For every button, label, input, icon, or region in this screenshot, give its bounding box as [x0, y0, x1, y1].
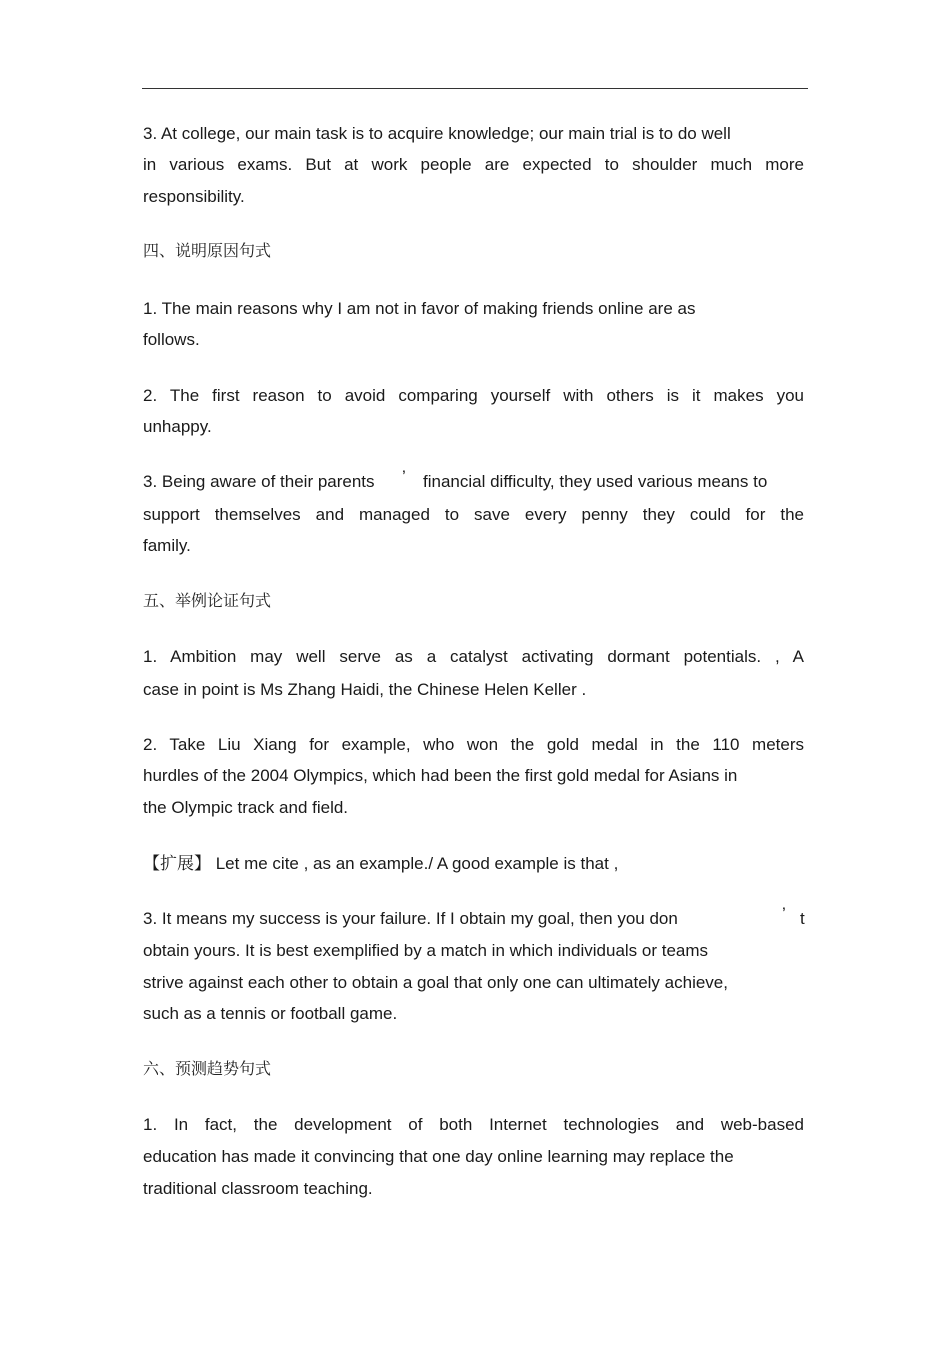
paragraph-line: education has made it convincing that one day online learning may replace the — [143, 1147, 734, 1166]
paragraph-line: support themselves and managed to save every penny they could for the — [143, 505, 804, 524]
paragraph-line: obtain yours. It is best exemplified by a match in which individuals or teams — [143, 941, 709, 960]
paragraph-line: traditional classroom teaching. — [143, 1179, 373, 1198]
paragraph-line: 2. The first reason to avoid comparing yourself with others is it makes you — [143, 386, 804, 405]
paragraph-line: strive against each other to obtain a goal that only one can ultimately achieve, — [143, 973, 728, 992]
apostrophe-mark: ’ — [402, 467, 406, 486]
paragraph-line: 3. At college, our main task is to acquire knowledge; our main trial is to do well — [143, 124, 731, 143]
section-heading-reasons: 四、说明原因句式 — [143, 241, 272, 260]
paragraph-line: 3. It means my success is your failure. If I obtain my goal, then you don — [143, 909, 678, 928]
paragraph-line: the Olympic track and field. — [143, 798, 349, 817]
paragraph-line: hurdles of the 2004 Olympics, which had been the first gold medal for Asians in — [143, 766, 738, 785]
paragraph-line: 3. Being aware of their parents — [143, 472, 375, 491]
paragraph-line: such as a tennis or football game. — [143, 1004, 398, 1023]
apostrophe-mark: ’ — [782, 904, 786, 923]
paragraph-line: case in point is Ms Zhang Haidi, the Chinese Helen Keller . — [143, 680, 587, 699]
paragraph-line: 1. Ambition may well serve as a catalyst activating dormant potentials. , A — [143, 647, 804, 666]
section-heading-examples: 五、举例论证句式 — [143, 591, 272, 610]
paragraph-line: responsibility. — [143, 187, 245, 206]
paragraph-line: financial difficulty, they used various means to — [423, 472, 768, 491]
paragraph-line: 1. In fact, the development of both Internet technologies and web-based — [143, 1115, 804, 1134]
paragraph-line: 1. The main reasons why I am not in favor of making friends online are as — [143, 299, 696, 318]
extension-line: 【扩展】 Let me cite , as an example./ A good example is that , — [143, 854, 619, 873]
paragraph-line: unhappy. — [143, 417, 212, 436]
header-rule — [142, 88, 808, 89]
section-heading-trends: 六、预测趋势句式 — [143, 1059, 272, 1078]
paragraph-line: follows. — [143, 330, 200, 349]
paragraph-line: in various exams. But at work people are expected to shoulder much more — [143, 155, 804, 174]
paragraph-line: t — [800, 909, 805, 928]
paragraph-line: 2. Take Liu Xiang for example, who won the gold medal in the 110 meters — [143, 735, 804, 754]
paragraph-line: family. — [143, 536, 191, 555]
